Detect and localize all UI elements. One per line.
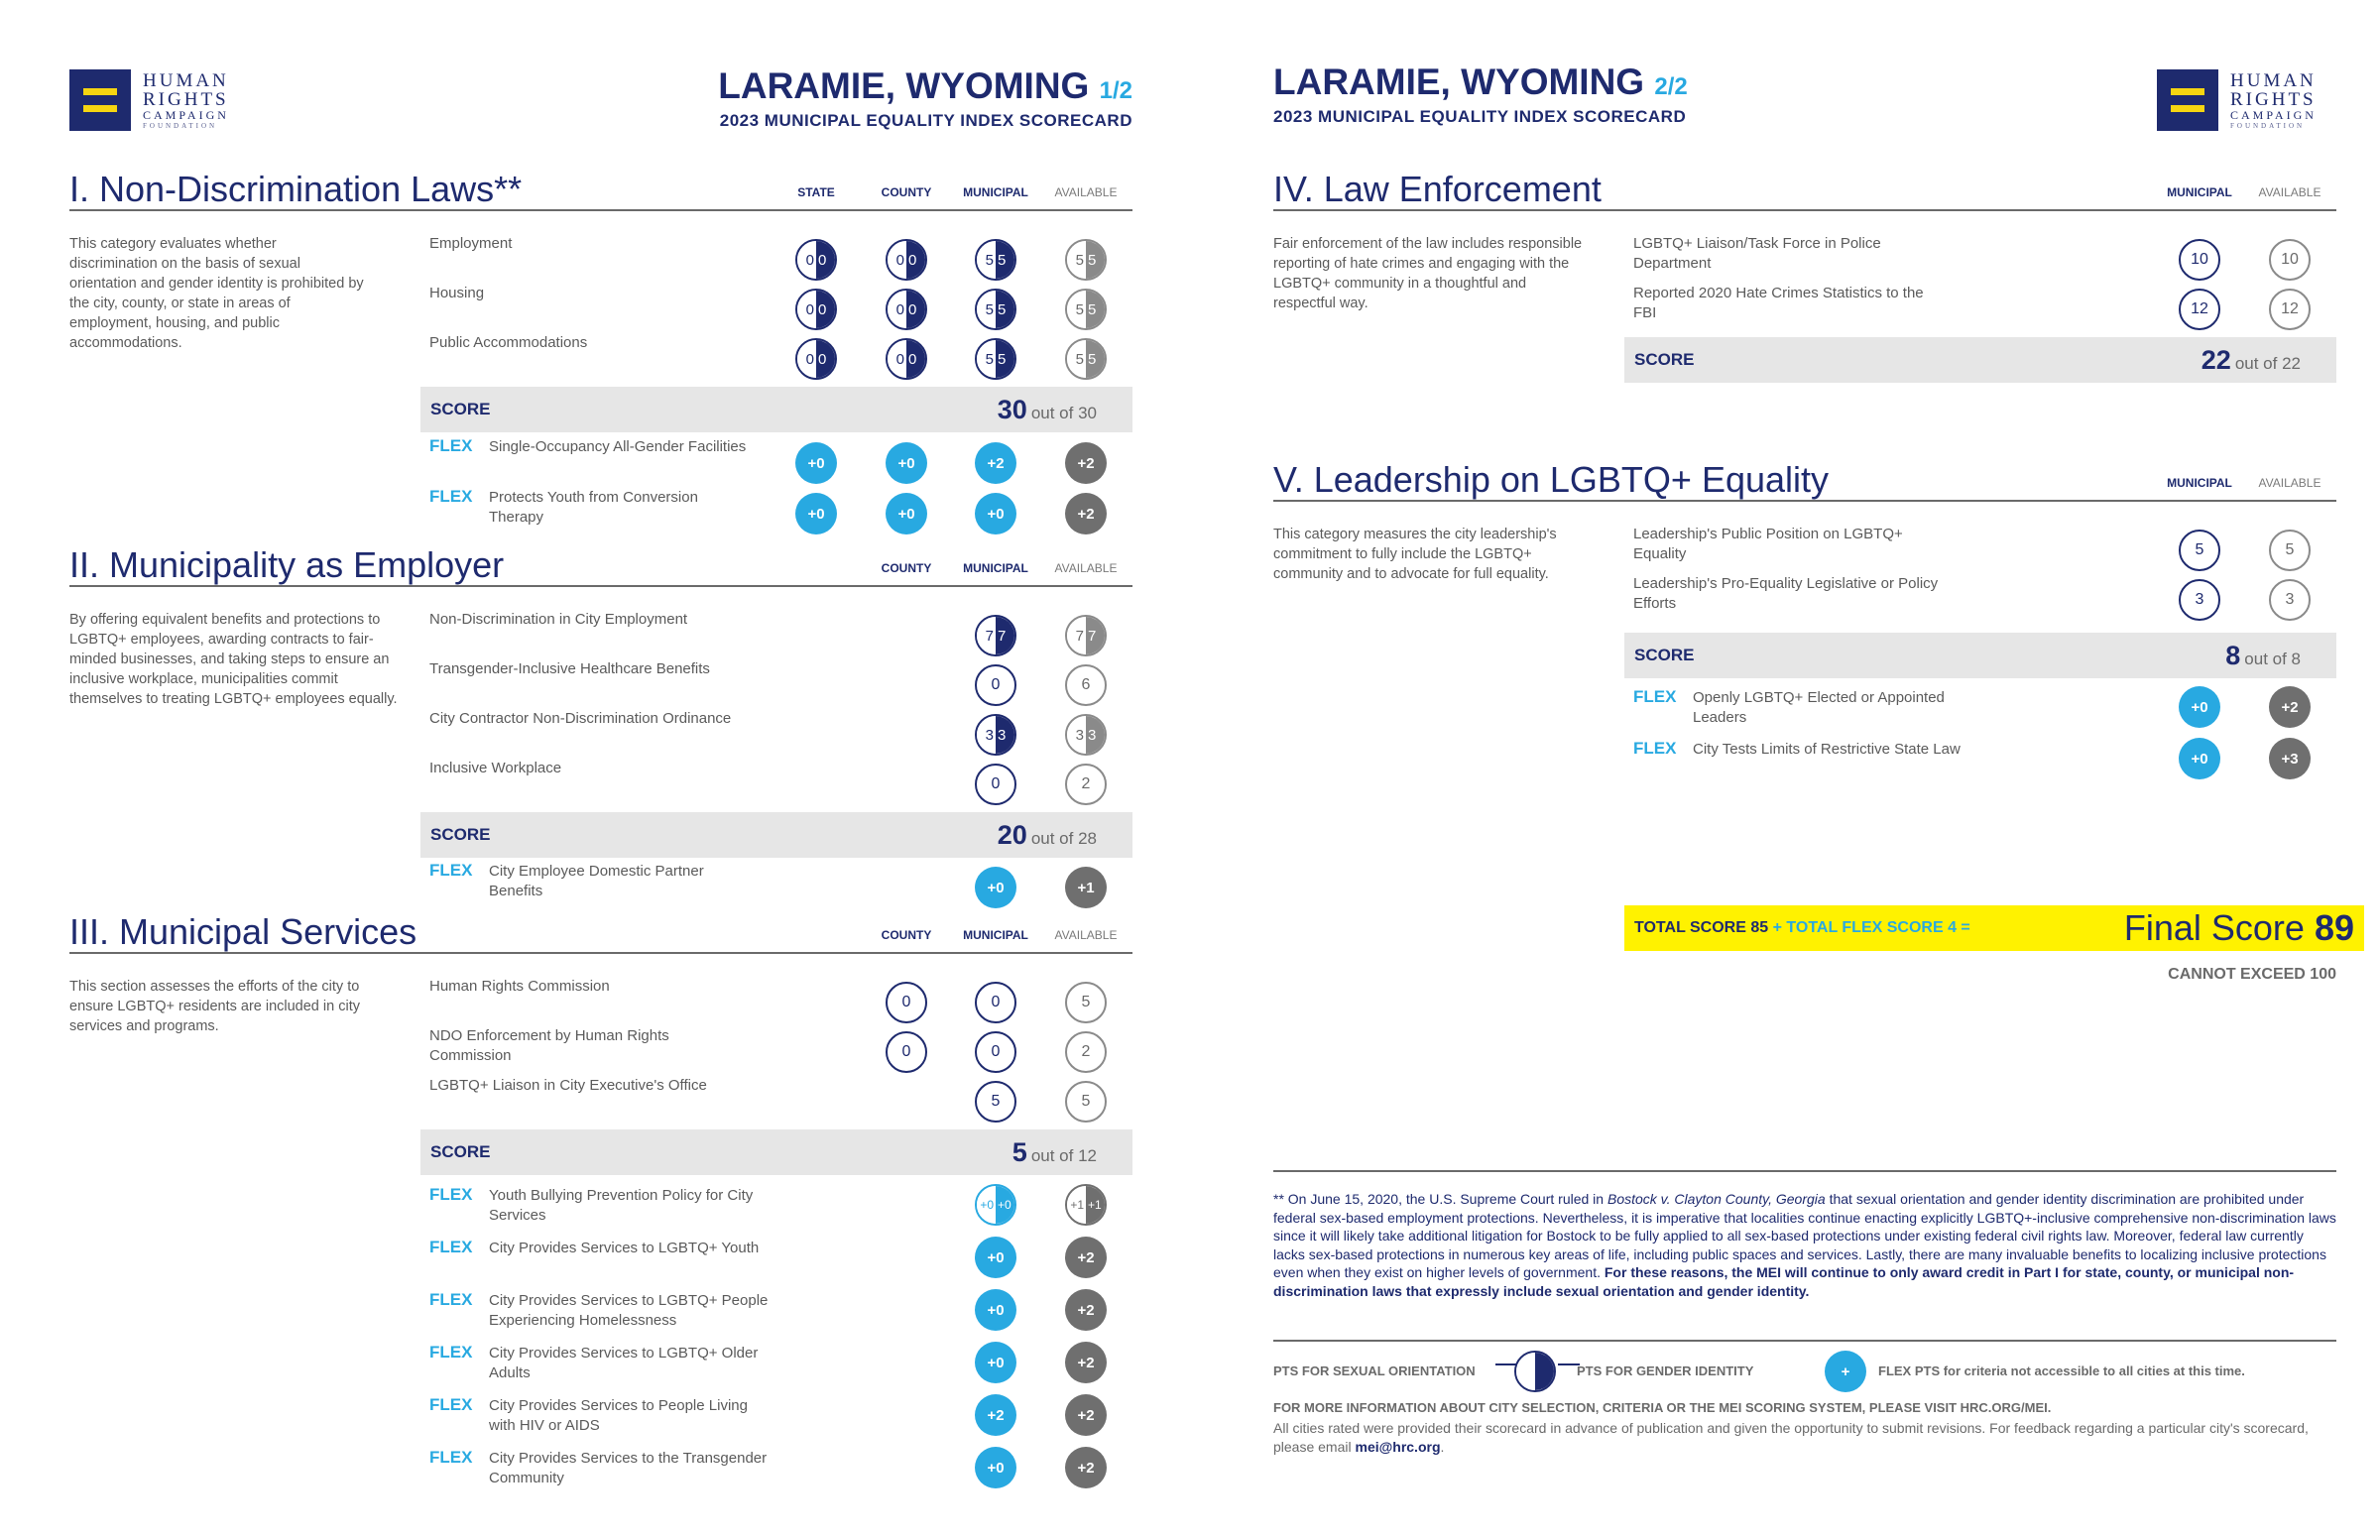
- score-available: 5: [2269, 530, 2311, 571]
- flex-criterion-label: Protects Youth from Conversion Therapy: [489, 489, 698, 526]
- flex-criterion-label: City Tests Limits of Restrictive State Law: [1693, 741, 1961, 758]
- criterion-label: Human Rights Commission: [429, 978, 610, 995]
- flex-tag: FLEX: [429, 1238, 473, 1256]
- section3-score-bar: [420, 1129, 1132, 1175]
- total-score-bar: [1624, 905, 2364, 951]
- page2-subtitle: 2023 MUNICIPAL EQUALITY INDEX SCORECARD: [1273, 107, 1687, 126]
- section5-score-bar: [1624, 633, 2336, 678]
- criterion-label: Employment: [429, 235, 513, 252]
- flex-criterion-label: Openly LGBTQ+ Elected or Appointed Leaders: [1693, 689, 1945, 726]
- flex-municipal: +0: [975, 1342, 1016, 1383]
- score-municipal: 5: [2179, 530, 2220, 571]
- section4-desc: Fair enforcement of the law includes responsible reporting of hate crimes and engaging with the LGBTQ+ community in a thoughtful and respectful way.: [1273, 236, 1583, 311]
- page1-city-title: LARAMIE, WYOMING 1/2: [718, 65, 1132, 106]
- flex-municipal: +0: [2179, 686, 2220, 728]
- section4-score: 22 out of 22: [2201, 344, 2301, 375]
- score-state: 0 0: [795, 239, 837, 281]
- col-available: AVAILABLE: [1054, 928, 1118, 942]
- score-municipal: 5: [975, 1081, 1016, 1123]
- col-available: AVAILABLE: [1054, 185, 1118, 199]
- score-municipal: 3 3: [975, 714, 1016, 756]
- score-municipal: 0: [975, 982, 1016, 1023]
- footnote: ** On June 15, 2020, the U.S. Supreme Court ruled in Bostock v. Clayton County, Georgia that sexual orientation and gender identity discrimination are prohibited under federal sex-based employment protections. Nevertheless, it is imperative that localities continue enacting explicitly LGBTQ+-inclusive comprehensive non-discrimination laws since it will likely take additional litigation for Bostock to be fully applied to all sex-based protections under existing federal civil rights law. Moreover, federal law currently lacks sex-based protections in numerous key areas of life, including public spaces and services. Lastly, there are many invaluable benefits to localizing inclusive protections even when they exist on higher levels of government. For these reasons, the MEI will continue to only award credit in Part I for state, county, or municipal non-discrimination laws that expressly include sexual orientation and gender identity.: [1273, 1191, 2336, 1299]
- col-municipal: MUNICIPAL: [963, 561, 1028, 575]
- section2-score: 20 out of 28: [997, 819, 1097, 850]
- criterion-label: Housing: [429, 285, 485, 301]
- score-available: 5 5: [1065, 289, 1107, 330]
- flex-available: +2: [2269, 686, 2311, 728]
- criterion-label: Leadership's Public Position on LGBTQ+ Equality: [1633, 526, 1903, 562]
- criterion-label: LGBTQ+ Liaison in City Executive's Office: [429, 1077, 707, 1094]
- section2-title: II. Municipality as Employer: [69, 544, 505, 585]
- score-county: 0 0: [886, 239, 927, 281]
- col-county: COUNTY: [881, 561, 932, 575]
- legend-gi-label: PTS FOR GENDER IDENTITY: [1577, 1363, 1754, 1378]
- score-municipal: 0: [975, 1031, 1016, 1073]
- page1-subtitle: 2023 MUNICIPAL EQUALITY INDEX SCORECARD: [719, 111, 1132, 130]
- criterion-label: LGBTQ+ Liaison/Task Force in Police Department: [1633, 235, 1881, 272]
- score-state: 0 0: [795, 338, 837, 380]
- flex-municipal: +0 +0: [975, 1184, 1016, 1226]
- score-available: 10: [2269, 239, 2311, 281]
- flex-state: +0: [795, 442, 837, 484]
- final-score: Final Score 89: [2123, 907, 2354, 948]
- flex-tag: FLEX: [429, 1290, 473, 1309]
- criterion-label: Reported 2020 Hate Crimes Statistics to the FBI: [1633, 285, 1924, 321]
- score-available: 7 7: [1065, 615, 1107, 656]
- col-municipal: MUNICIPAL: [963, 928, 1028, 942]
- flex-tag: FLEX: [429, 861, 473, 880]
- score-municipal: 7 7: [975, 615, 1016, 656]
- score-municipal: 3: [2179, 579, 2220, 621]
- legend-rule: [1273, 1340, 2336, 1342]
- flex-criterion-label: Youth Bullying Prevention Policy for City Services: [489, 1187, 754, 1224]
- flex-criterion-label: City Provides Services to People Living with HIV or AIDS: [489, 1397, 748, 1434]
- legend-so-label: PTS FOR SEXUAL ORIENTATION: [1273, 1363, 1476, 1378]
- score-municipal: 0: [975, 764, 1016, 805]
- flex-municipal: +2: [975, 442, 1016, 484]
- legend-flex-label: FLEX PTS for criteria not accessible to all cities at this time.: [1878, 1363, 2245, 1378]
- score-available: 5 5: [1065, 239, 1107, 281]
- section1-score: 30 out of 30: [997, 394, 1097, 424]
- more-info-line: FOR MORE INFORMATION ABOUT CITY SELECTION, CRITERIA OR THE MEI SCORING SYSTEM, PLEASE VISIT HRC.ORG/MEI.: [1273, 1400, 2052, 1415]
- flex-available: +2: [1065, 493, 1107, 534]
- score-available: 3: [2269, 579, 2311, 621]
- score-county: 0: [886, 1031, 927, 1073]
- logo-line4: FOUNDATION: [143, 121, 218, 130]
- logo-line4: FOUNDATION: [2230, 121, 2306, 130]
- section4-title: IV. Law Enforcement: [1273, 169, 1602, 209]
- score-municipal: 10: [2179, 239, 2220, 281]
- score-available: 5: [1065, 1081, 1107, 1123]
- flex-available: +2: [1065, 1289, 1107, 1331]
- score-state: 0 0: [795, 289, 837, 330]
- flex-available: +2: [1065, 1237, 1107, 1278]
- section4-score-bar: [1624, 337, 2336, 383]
- score-municipal: 12: [2179, 289, 2220, 330]
- col-county: COUNTY: [881, 185, 932, 199]
- col-available: AVAILABLE: [2258, 185, 2321, 199]
- score-available: 6: [1065, 664, 1107, 706]
- flex-tag: FLEX: [429, 1448, 473, 1467]
- logo-line3: CAMPAIGN: [143, 107, 229, 122]
- feedback-email[interactable]: mei@hrc.org: [1355, 1438, 1441, 1455]
- flex-available: +2: [1065, 1394, 1107, 1436]
- flex-criterion-label: City Employee Domestic Partner Benefits: [489, 863, 704, 899]
- section3-desc: This section assesses the efforts of the city to ensure LGBTQ+ residents are included in city services and programs.: [69, 979, 360, 1034]
- section2-desc: By offering equivalent benefits and protections to LGBTQ+ employees, awarding contracts to fair-minded businesses, and taking steps to ensure an inclusive workplace, municipalities commit themselves to treating LGBTQ+ employees equally.: [69, 612, 398, 707]
- flex-criterion-label: City Provides Services to LGBTQ+ People Experiencing Homelessness: [489, 1292, 769, 1329]
- flex-state: +0: [795, 493, 837, 534]
- flex-municipal: +0: [975, 1289, 1016, 1331]
- score-label: SCORE: [430, 825, 491, 844]
- criterion-label: NDO Enforcement by Human Rights Commission: [429, 1027, 669, 1064]
- score-available: 3 3: [1065, 714, 1107, 756]
- logo-line2: RIGHTS: [143, 88, 229, 110]
- col-municipal: MUNICIPAL: [2167, 476, 2232, 490]
- flex-tag: FLEX: [429, 436, 473, 455]
- criterion-label: Inclusive Workplace: [429, 760, 562, 776]
- logo-line1: HUMAN: [143, 69, 229, 91]
- flex-criterion-label: City Provides Services to the Transgender Community: [489, 1450, 768, 1486]
- legend-half-circle-icon: [1514, 1351, 1556, 1392]
- section5-rule: [1273, 500, 2336, 502]
- equality-logo-icon: [69, 69, 131, 131]
- section3-rule: [69, 952, 1132, 954]
- flex-tag: FLEX: [429, 1395, 473, 1414]
- flex-municipal: +2: [975, 1394, 1016, 1436]
- logo-line3: CAMPAIGN: [2230, 107, 2317, 122]
- footnote-rule: [1273, 1170, 2336, 1172]
- section5-desc: This category measures the city leadership's commitment to fully include the LGBTQ+ community and to advocate for full equality.: [1273, 527, 1557, 582]
- score-available: 5: [1065, 982, 1107, 1023]
- flex-available: +1: [1065, 867, 1107, 908]
- section2-score-bar: [420, 812, 1132, 858]
- logo-line1: HUMAN: [2230, 69, 2317, 91]
- section1-score-bar: [420, 387, 1132, 432]
- equality-logo-icon: [2157, 69, 2218, 131]
- flex-available: +1 +1: [1065, 1184, 1107, 1226]
- hrc-logo: [2157, 69, 2317, 131]
- flex-tag: FLEX: [429, 1185, 473, 1204]
- score-county: 0 0: [886, 289, 927, 330]
- score-available: 5 5: [1065, 338, 1107, 380]
- flex-available: +2: [1065, 1447, 1107, 1488]
- legend-connector: [1495, 1363, 1517, 1365]
- flex-municipal: +0: [2179, 738, 2220, 779]
- flex-municipal: +0: [975, 1237, 1016, 1278]
- score-available: 2: [1065, 1031, 1107, 1073]
- score-available: 12: [2269, 289, 2311, 330]
- col-municipal: MUNICIPAL: [963, 185, 1028, 199]
- flex-available: +2: [1065, 442, 1107, 484]
- section3-title: III. Municipal Services: [69, 911, 417, 952]
- criterion-label: Transgender-Inclusive Healthcare Benefits: [429, 660, 710, 677]
- score-municipal: 5 5: [975, 239, 1016, 281]
- flex-tag: FLEX: [429, 1343, 473, 1362]
- score-label: SCORE: [1634, 646, 1695, 664]
- section2-rule: [69, 585, 1132, 587]
- flex-available: +2: [1065, 1342, 1107, 1383]
- page2-city-title: LARAMIE, WYOMING 2/2: [1273, 61, 1688, 102]
- flex-available: +3: [2269, 738, 2311, 779]
- criterion-label: City Contractor Non-Discrimination Ordinance: [429, 710, 732, 727]
- flex-municipal: +0: [975, 867, 1016, 908]
- score-county: 0 0: [886, 338, 927, 380]
- flex-tag: FLEX: [429, 487, 473, 506]
- legend-flex-icon: +: [1825, 1351, 1866, 1392]
- cannot-exceed-note: CANNOT EXCEED 100: [2168, 966, 2336, 983]
- score-label: SCORE: [430, 400, 491, 418]
- more-info-text: All cities rated were provided their scorecard in advance of publication and given the opportunity to submit revisions. For feedback regarding a particular city's scorecard, please email mei@hrc.org.: [1273, 1420, 2309, 1455]
- flex-tag: FLEX: [1633, 739, 1677, 758]
- hrc-logo: [69, 69, 229, 131]
- section5-score: 8 out of 8: [2225, 640, 2301, 670]
- section1-desc: This category evaluates whether discrimination on the basis of sexual orientation and gender identity is prohibited by the city, county, or state in areas of employment, housing, and public accommodations.: [69, 236, 364, 351]
- section5-title: V. Leadership on LGBTQ+ Equality: [1273, 459, 1830, 500]
- criterion-label: Leadership's Pro-Equality Legislative or Policy Efforts: [1633, 575, 1939, 612]
- criterion-label: Non-Discrimination in City Employment: [429, 611, 688, 628]
- flex-county: +0: [886, 442, 927, 484]
- total-score-text: TOTAL SCORE 85 + TOTAL FLEX SCORE 4 =: [1634, 919, 1970, 936]
- flex-criterion-label: City Provides Services to LGBTQ+ Youth: [489, 1240, 760, 1256]
- score-municipal: 0: [975, 664, 1016, 706]
- col-county: COUNTY: [881, 928, 932, 942]
- flex-municipal: +0: [975, 493, 1016, 534]
- col-state: STATE: [797, 185, 835, 199]
- section1-title: I. Non-Discrimination Laws**: [69, 169, 523, 209]
- flex-county: +0: [886, 493, 927, 534]
- col-available: AVAILABLE: [1054, 561, 1118, 575]
- score-label: SCORE: [1634, 350, 1695, 369]
- score-municipal: 5 5: [975, 338, 1016, 380]
- col-municipal: MUNICIPAL: [2167, 185, 2232, 199]
- score-label: SCORE: [430, 1142, 491, 1161]
- score-available: 2: [1065, 764, 1107, 805]
- score-county: 0: [886, 982, 927, 1023]
- flex-criterion-label: City Provides Services to LGBTQ+ Older Adults: [489, 1345, 759, 1381]
- score-municipal: 5 5: [975, 289, 1016, 330]
- col-available: AVAILABLE: [2258, 476, 2321, 490]
- flex-municipal: +0: [975, 1447, 1016, 1488]
- flex-criterion-label: Single-Occupancy All-Gender Facilities: [489, 438, 747, 455]
- section3-score: 5 out of 12: [1012, 1136, 1097, 1167]
- section4-rule: [1273, 209, 2336, 211]
- section1-rule: [69, 209, 1132, 211]
- criterion-label: Public Accommodations: [429, 334, 588, 351]
- logo-line2: RIGHTS: [2230, 88, 2317, 110]
- flex-tag: FLEX: [1633, 687, 1677, 706]
